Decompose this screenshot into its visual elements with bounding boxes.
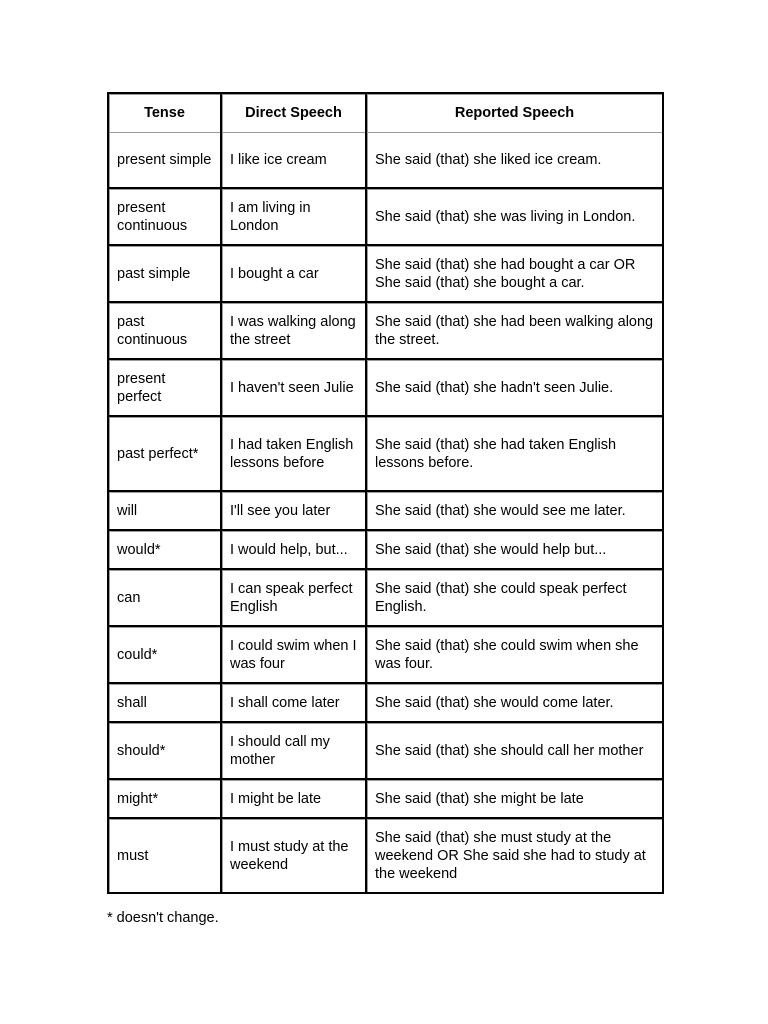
direct-speech-cell: I had taken English lessons before	[222, 417, 367, 492]
reported-speech-cell: She said (that) she liked ice cream.	[367, 132, 662, 189]
table-row	[109, 417, 662, 492]
table-row	[109, 246, 662, 303]
tense-cell: could*	[109, 627, 222, 684]
table-row	[109, 819, 662, 892]
tense-cell: past simple	[109, 246, 222, 303]
table-row	[109, 132, 662, 189]
reported-speech-table	[109, 94, 662, 892]
direct-speech-cell: I would help, but...	[222, 531, 367, 570]
tense-cell: shall	[109, 684, 222, 723]
direct-speech-cell: I bought a car	[222, 246, 367, 303]
tense-cell: present simple	[109, 132, 222, 189]
reported-speech-cell: She said (that) she had taken English lessons before.	[367, 417, 662, 492]
reported-speech-cell: She said (that) she could swim when she was four.	[367, 627, 662, 684]
direct-speech-cell: I shall come later	[222, 684, 367, 723]
tense-cell: past perfect*	[109, 417, 222, 492]
table-row	[109, 627, 662, 684]
direct-speech-cell: I'll see you later	[222, 492, 367, 531]
tense-cell: must	[109, 819, 222, 892]
tense-cell: should*	[109, 723, 222, 780]
tense-cell: will	[109, 492, 222, 531]
direct-speech-cell: I am living in London	[222, 189, 367, 246]
table-row	[109, 303, 662, 360]
reported-speech-cell: She said (that) she should call her mother	[367, 723, 662, 780]
direct-speech-cell: I could swim when I was four	[222, 627, 367, 684]
footnote: * doesn't change.	[107, 910, 219, 926]
direct-speech-cell: I should call my mother	[222, 723, 367, 780]
table-row	[109, 360, 662, 417]
table-row	[109, 780, 662, 819]
table-row	[109, 570, 662, 627]
reported-speech-cell: She said (that) she hadn't seen Julie.	[367, 360, 662, 417]
tense-cell: might*	[109, 780, 222, 819]
tense-cell: present perfect	[109, 360, 222, 417]
table-row	[109, 189, 662, 246]
table-row	[109, 492, 662, 531]
reported-speech-cell: She said (that) she might be late	[367, 780, 662, 819]
direct-speech-cell: I like ice cream	[222, 132, 367, 189]
direct-speech-cell: I must study at the weekend	[222, 819, 367, 892]
table-row	[109, 531, 662, 570]
table-row	[109, 684, 662, 723]
tense-table-frame	[107, 92, 664, 894]
reported-speech-cell: She said (that) she could speak perfect English.	[367, 570, 662, 627]
tense-cell: past continuous	[109, 303, 222, 360]
direct-speech-cell: I haven't seen Julie	[222, 360, 367, 417]
tense-cell: present continuous	[109, 189, 222, 246]
header-tense: Tense	[109, 94, 222, 132]
direct-speech-cell: I might be late	[222, 780, 367, 819]
reported-speech-cell: She said (that) she would help but...	[367, 531, 662, 570]
reported-speech-cell: She said (that) she had bought a car OR She said (that) she bought a car.	[367, 246, 662, 303]
tense-cell: would*	[109, 531, 222, 570]
reported-speech-cell: She said (that) she must study at the weekend OR She said she had to study at the weekend	[367, 819, 662, 892]
reported-speech-cell: She said (that) she would see me later.	[367, 492, 662, 531]
reported-speech-cell: She said (that) she would come later.	[367, 684, 662, 723]
direct-speech-cell: I was walking along the street	[222, 303, 367, 360]
header-direct-speech: Direct Speech	[222, 94, 367, 132]
direct-speech-cell: I can speak perfect English	[222, 570, 367, 627]
tense-cell: can	[109, 570, 222, 627]
table-row	[109, 723, 662, 780]
table-header-row	[109, 94, 662, 132]
reported-speech-cell: She said (that) she had been walking along the street.	[367, 303, 662, 360]
reported-speech-cell: She said (that) she was living in London.	[367, 189, 662, 246]
header-reported-speech: Reported Speech	[367, 94, 662, 132]
